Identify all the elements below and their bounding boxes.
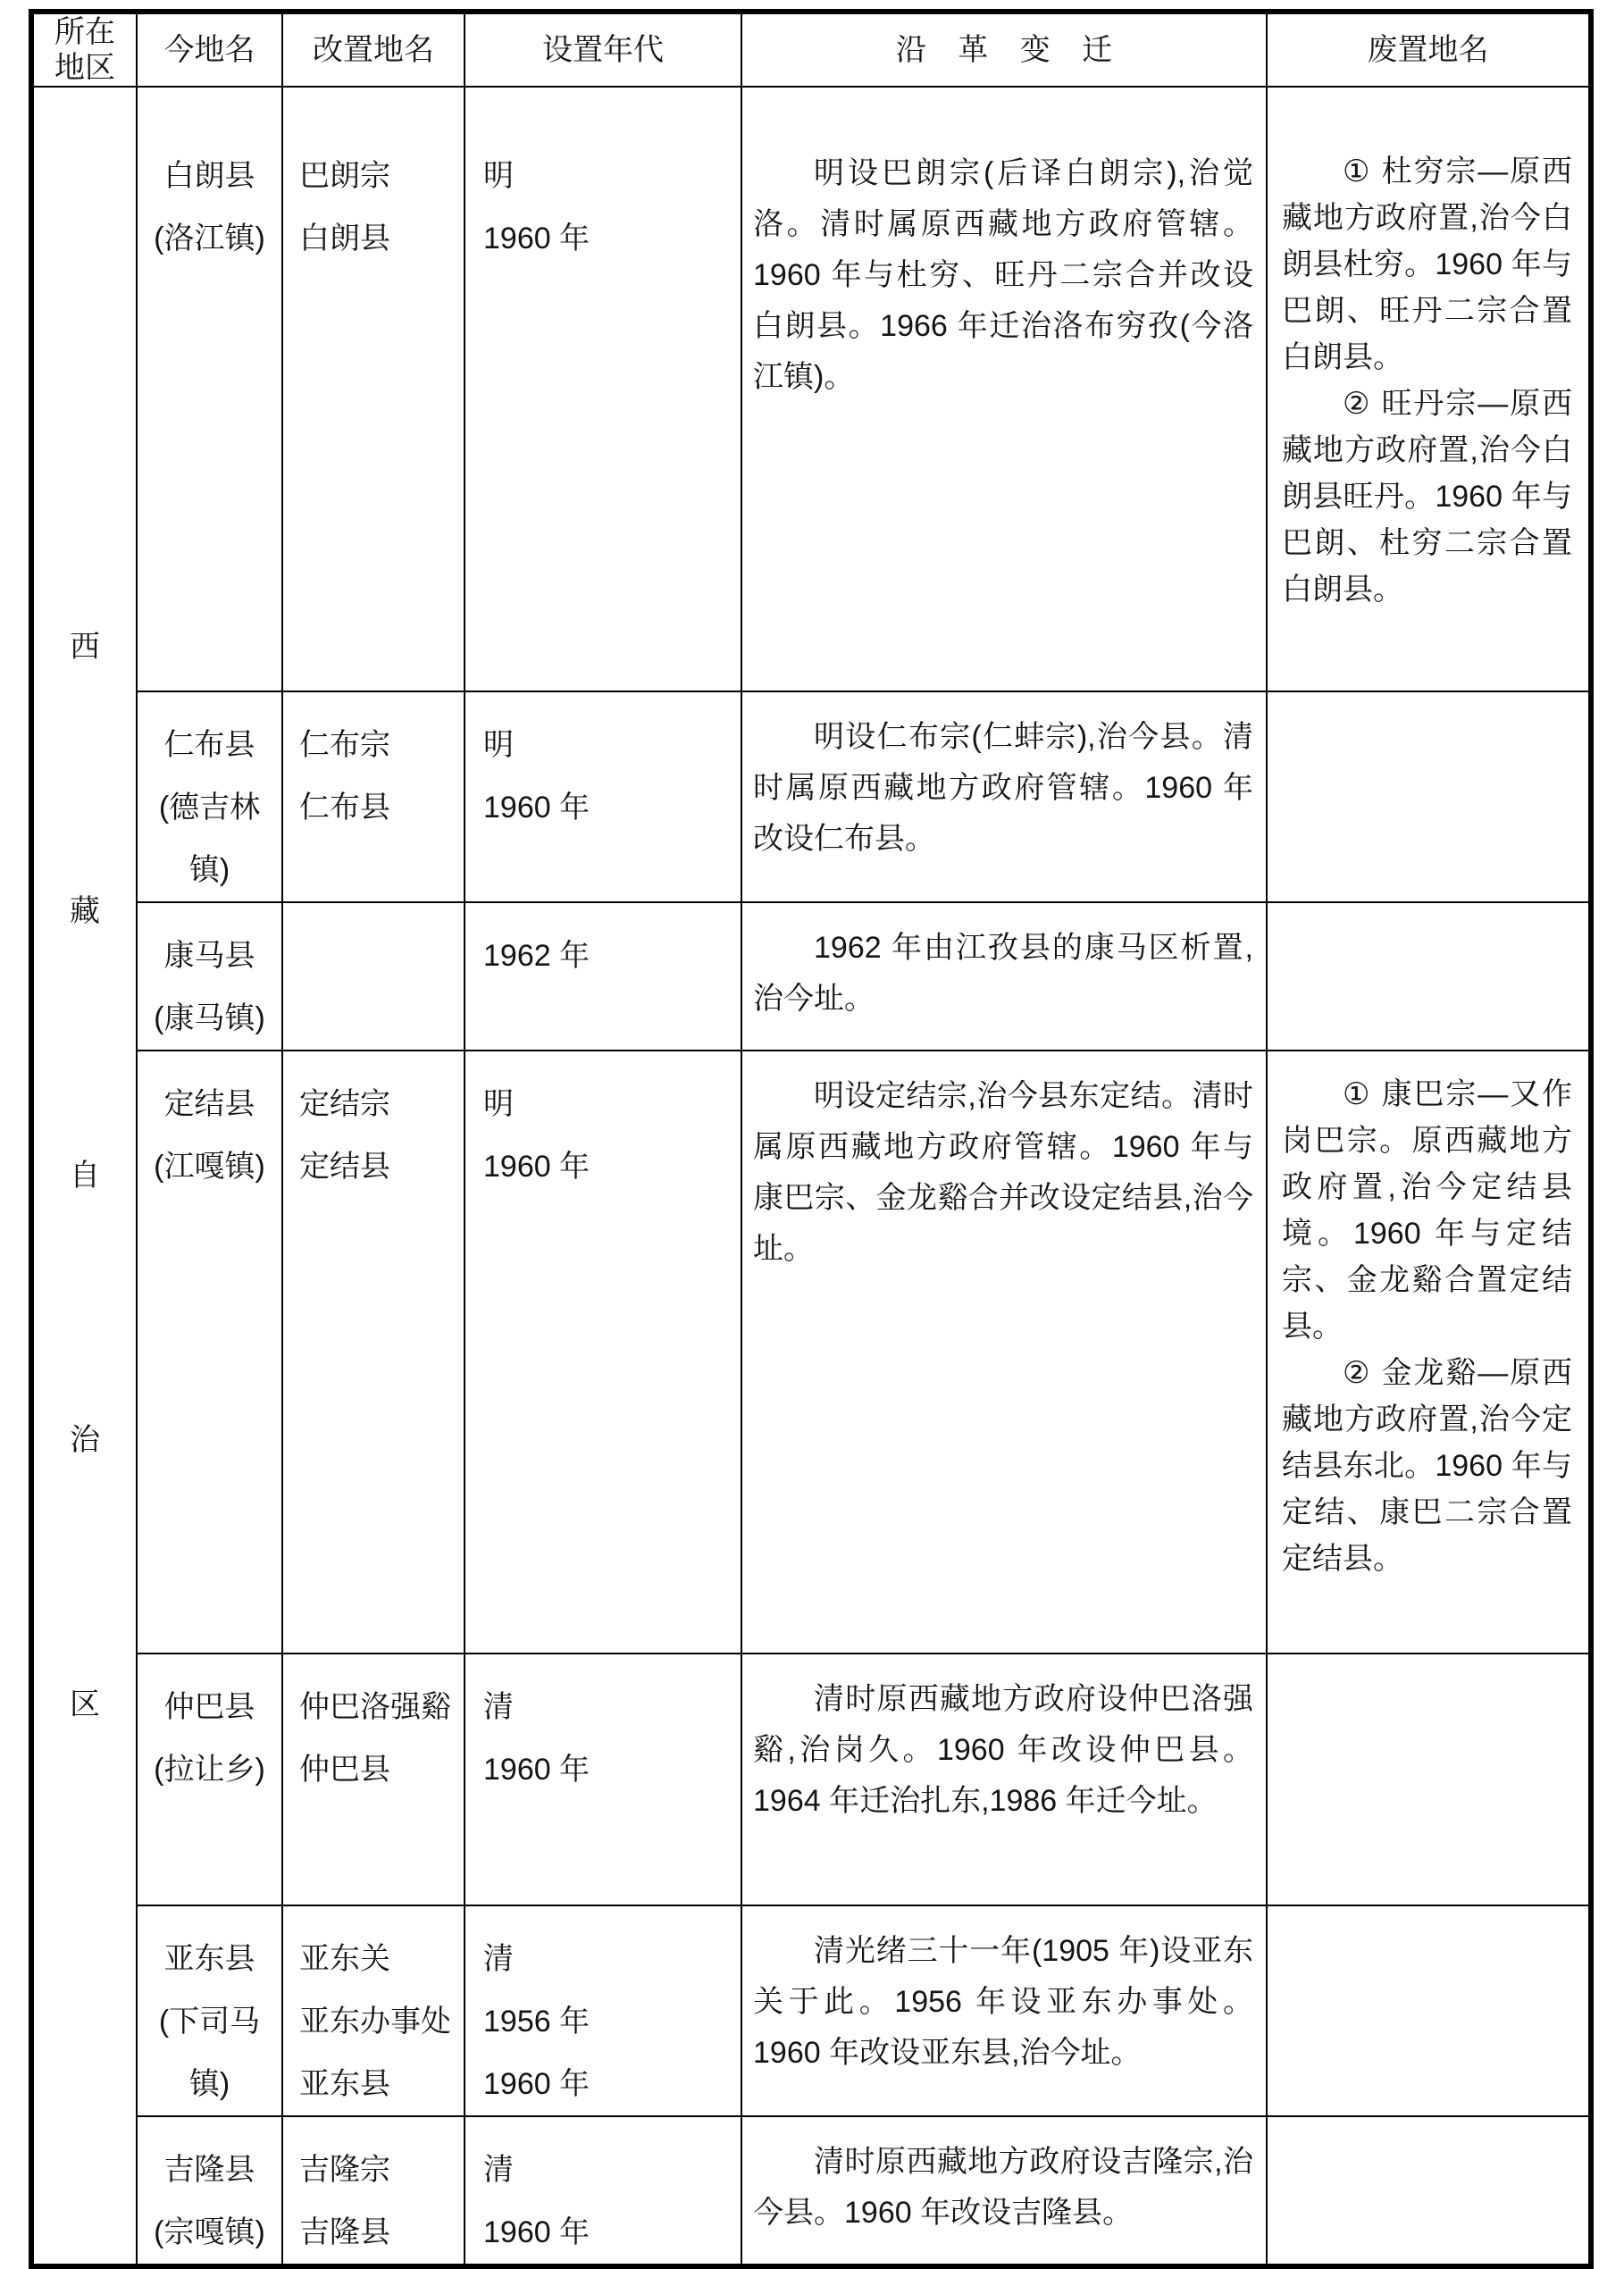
cell-r7-today (137, 2116, 282, 2266)
cell-r1-abolished (1267, 87, 1591, 691)
text-line: 明设巴朗宗(后译白朗宗),治觉洛。清时属原西藏地方政府管辖。1960 年与杜穷、旺丹二宗合并改设白朗县。1966 年迁治洛布穷孜(今洛江镇)。 (753, 156, 1253, 394)
cell-r1-era (465, 87, 741, 691)
text-line: 清光绪三十一年(1905 年)设亚东关于此。1956 年设亚东办事处。1960 年改设亚东县,治今址。 (753, 1934, 1253, 2070)
placename-history-table (29, 9, 1594, 2269)
cell-r6-renamed (282, 1905, 465, 2116)
cell-r4-abolished (1267, 1051, 1591, 1654)
cell-r4-evolution (741, 1051, 1267, 1654)
text-line: 1960 年 (483, 222, 590, 255)
table-row (31, 2116, 1591, 2266)
table-row (31, 691, 1591, 902)
cell-r3-evolution (741, 902, 1267, 1051)
cell-r7-renamed (282, 2116, 465, 2266)
cell-r2-era (465, 691, 741, 902)
text-line: 1960 年 (483, 1150, 590, 1184)
cell-r5-evolution (741, 1654, 1267, 1905)
cell-r6-evolution (741, 1905, 1267, 2116)
text-line: ② 旺丹宗—原西藏地方政府置,治今白朗县旺丹。1960 年与巴朗、杜穷二宗合置白朗县。 (1282, 387, 1572, 607)
text-line: ① 康巴宗—又作岗巴宗。原西藏地方政府置,治今定结县境。1960 年与定结宗、金龙谿合置定结县。 (1282, 1077, 1572, 1344)
text-line: 明设定结宗,治今县东定结。清时属原西藏地方政府管辖。1960 年与康巴宗、金龙谿合并改设定结县,治今址。 (753, 1079, 1253, 1266)
cell-r6-abolished (1267, 1905, 1591, 2116)
text-line: 1960 年 (483, 2215, 590, 2249)
text-line: 仁布县 (163, 728, 255, 762)
text-line: 清 (483, 1690, 514, 1724)
header-row (31, 12, 1591, 87)
text-line: 治 (70, 1423, 100, 1457)
cell-r7-abolished (1267, 2116, 1591, 2266)
cell-r3-abolished (1267, 902, 1591, 1051)
cell-r6-today (137, 1905, 282, 2116)
region-label-xizang (31, 87, 137, 2266)
cell-r4-today (137, 1051, 282, 1654)
table-row (31, 87, 1591, 691)
text-line: 明 (483, 159, 514, 193)
text-line: 清时原西藏地方政府设吉隆宗,治今县。1960 年改设吉隆县。 (753, 2145, 1253, 2230)
text-line: 吉隆县 (163, 2153, 255, 2187)
table-row (31, 1051, 1591, 1654)
text-line: 明设仁布宗(仁蚌宗),治今县。清时属原西藏地方政府管辖。1960 年改设仁布县。 (753, 720, 1253, 856)
cell-r2-abolished (1267, 691, 1591, 902)
cell-r7-evolution (741, 2116, 1267, 2266)
text-line: 自 (70, 1159, 100, 1193)
col-header-today: 今地名 (137, 12, 282, 87)
text-line: 清 (483, 1942, 514, 1976)
col-header-renamed: 改置地名 (282, 12, 465, 87)
cell-r5-renamed (282, 1654, 465, 1905)
text-line: 1962 年 (483, 939, 590, 973)
text-line: 仲巴县 (299, 1753, 390, 1787)
text-line: 西 (70, 630, 100, 664)
cell-r6-era (465, 1905, 741, 2116)
text-line: 吉隆县 (299, 2215, 390, 2249)
region-vertical-text (34, 629, 136, 1722)
text-line: 1960 年 (483, 791, 590, 825)
text-line: (江嘎镇) (154, 1150, 265, 1184)
text-line: 仲巴洛强谿 (299, 1690, 451, 1724)
text-line: 藏 (70, 894, 100, 928)
cell-r5-today (137, 1654, 282, 1905)
cell-r5-abolished (1267, 1654, 1591, 1905)
cell-r7-era (465, 2116, 741, 2266)
col-header-region (31, 12, 137, 87)
table-row (31, 1654, 1591, 1905)
text-line: (下司马镇) (158, 2005, 261, 2101)
col-header-era: 设置年代 (465, 12, 741, 87)
text-line: 仁布县 (299, 791, 390, 825)
cell-r1-renamed (282, 87, 465, 691)
text-line: 白朗县 (299, 222, 390, 255)
text-line: 1962 年由江孜县的康马区析置,治今址。 (753, 931, 1253, 1016)
text-line: ① 杜穷宗—原西藏地方政府置,治今白朗县杜穷。1960 年与巴朗、旺丹二宗合置白朗县。 (1282, 155, 1572, 374)
cell-r3-era (465, 902, 741, 1051)
text-line: 1956 年 (483, 2005, 590, 2039)
cell-r4-era (465, 1051, 741, 1654)
table-row (31, 902, 1591, 1051)
cell-r2-renamed (282, 691, 465, 902)
text-line: 1960 年 (483, 1753, 590, 1787)
text-line: 仁布宗 (299, 728, 390, 762)
text-line: 康马县 (163, 939, 255, 973)
text-line: 亚东县 (299, 2067, 390, 2101)
cell-r3-renamed (282, 902, 465, 1051)
text-line: 明 (483, 728, 514, 762)
text-line: (拉让乡) (154, 1753, 265, 1787)
text-line: 仲巴县 (163, 1690, 255, 1724)
text-line: 定结县 (299, 1150, 390, 1184)
col-header-evolution: 沿 革 变 迁 (741, 12, 1267, 87)
cell-r2-today (137, 691, 282, 902)
text-line: 区 (70, 1687, 100, 1721)
text-line: 亚东办事处 (299, 2005, 451, 2039)
table-row (31, 1905, 1591, 2116)
cell-r3-today (137, 902, 282, 1051)
text-line: 吉隆宗 (299, 2153, 390, 2187)
text-line: 明 (483, 1087, 514, 1121)
col-header-abolished: 废置地名 (1267, 12, 1591, 87)
cell-r5-era (465, 1654, 741, 1905)
cell-r4-renamed (282, 1051, 465, 1654)
text-line: (德吉林镇) (158, 791, 261, 887)
text-line: 清 (483, 2153, 514, 2187)
text-line: 清时原西藏地方政府设仲巴洛强谿,治岗久。1960 年改设仲巴县。1964 年迁治扎东,1986 年迁今址。 (753, 1682, 1253, 1818)
text-line: 定结县 (163, 1087, 255, 1121)
text-line: ② 金龙谿—原西藏地方政府置,治今定结县东北。1960 年与定结、康巴二宗合置定结县。 (1282, 1356, 1572, 1576)
col-header-region-line1: 所在 (54, 15, 115, 49)
text-line: (康马镇) (154, 1001, 265, 1035)
cell-r2-evolution (741, 691, 1267, 902)
text-line: 定结宗 (299, 1087, 390, 1121)
text-line: (宗嘎镇) (154, 2215, 265, 2249)
cell-r1-today (137, 87, 282, 691)
text-line: (洛江镇) (154, 222, 265, 255)
text-line: 亚东关 (299, 1942, 390, 1976)
text-line: 巴朗宗 (299, 159, 390, 193)
cell-r1-evolution (741, 87, 1267, 691)
text-line: 1960 年 (483, 2067, 590, 2101)
text-line: 白朗县 (163, 159, 255, 193)
col-header-region-line2: 地区 (54, 51, 115, 85)
text-line: 亚东县 (163, 1942, 255, 1976)
